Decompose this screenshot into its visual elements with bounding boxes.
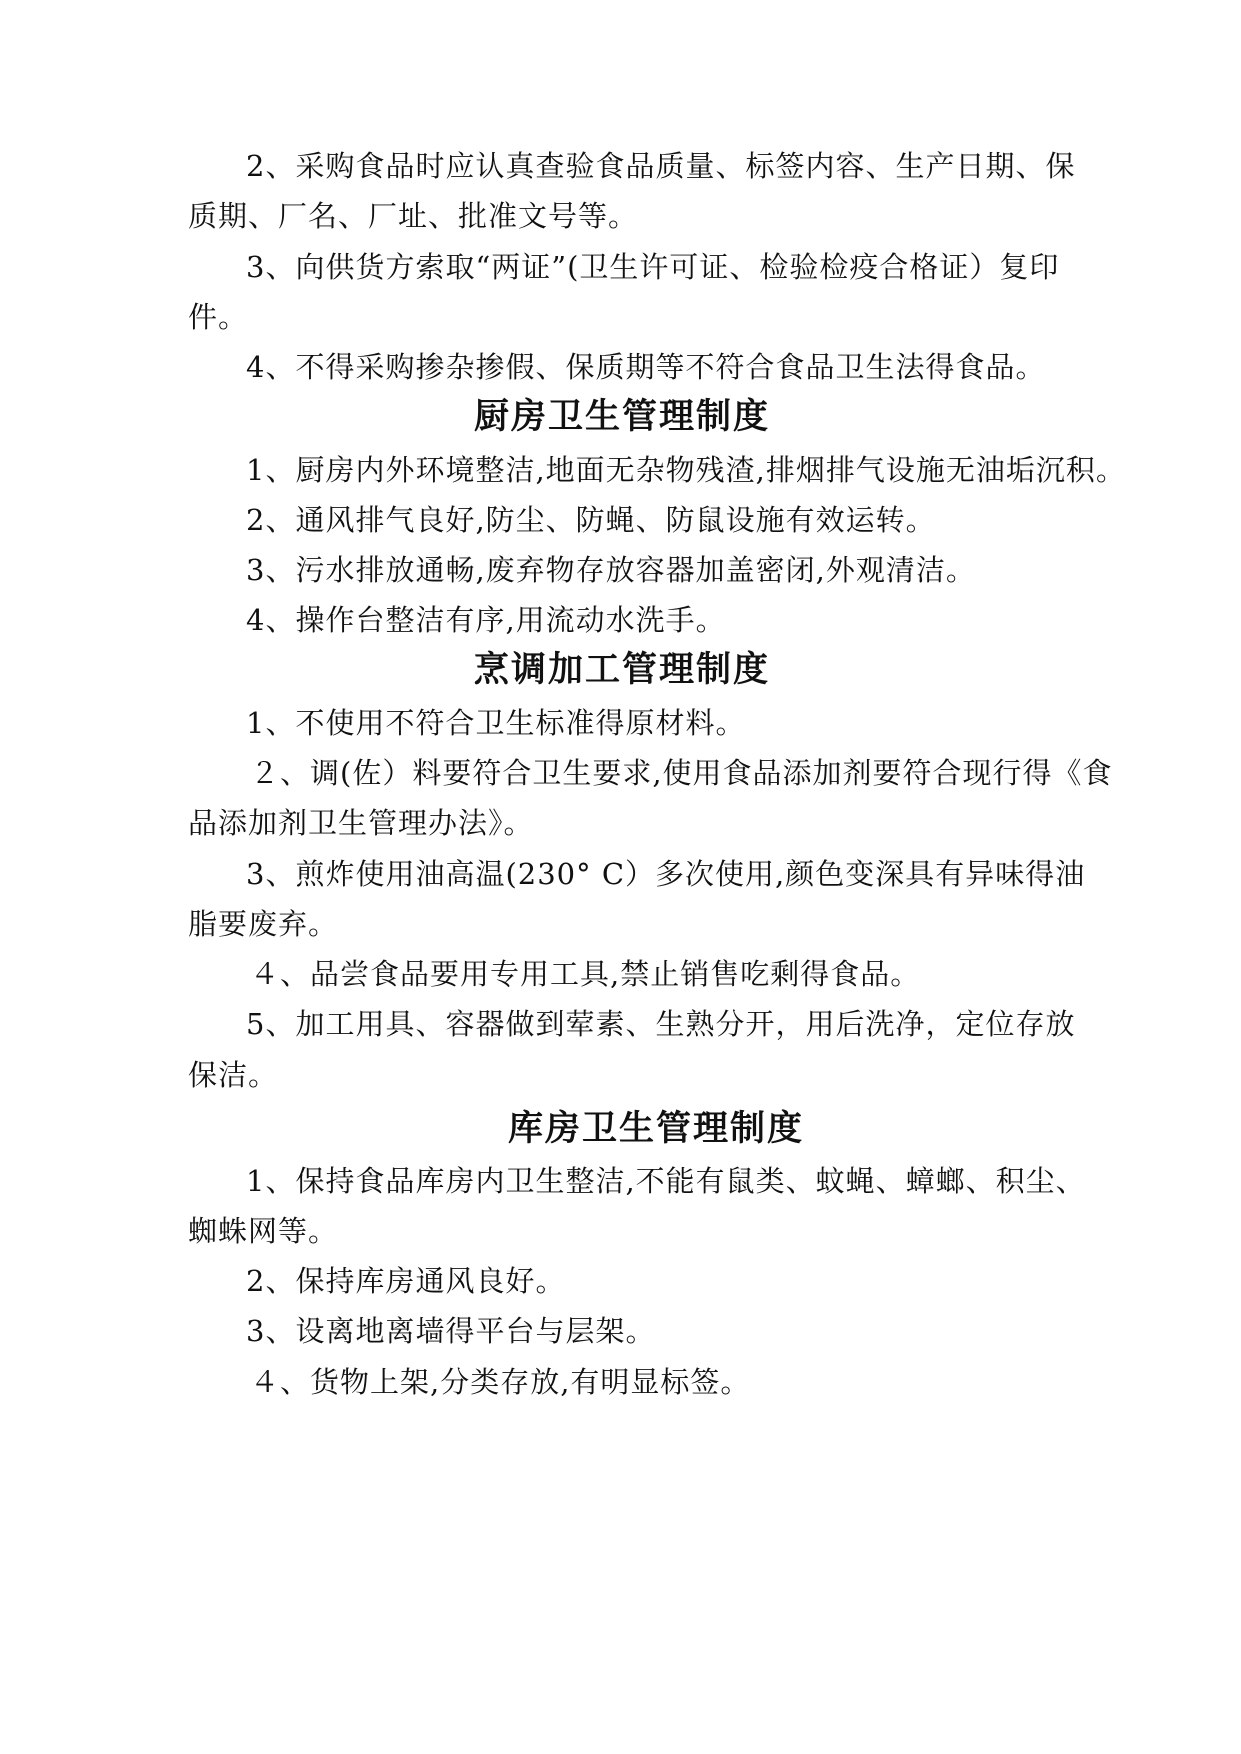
storage-item-3: 3、设离地离墙得平台与层架。: [246, 1314, 656, 1348]
storage-item-1-line-1: 1、保持食品库房内卫生整洁,不能有鼠类、蚊蝇、蟑螂、积尘、: [246, 1164, 1086, 1198]
cooking-item-3-line-2: 脂要废弃。: [188, 907, 339, 941]
kitchen-item-2: 2、通风排气良好,防尘、防蝇、防鼠设施有效运转。: [246, 503, 936, 537]
cooking-item-1: 1、不使用不符合卫生标准得原材料。: [246, 706, 746, 740]
purchase-item-2-line-2: 质期、厂名、厂址、批准文号等。: [188, 199, 639, 233]
purchase-item-3-line-1: 3、向供货方索取“两证”(卫生许可证、检验检疫合格证）复印: [246, 250, 1060, 284]
kitchen-item-3: 3、污水排放通畅,废弃物存放容器加盖密闭,外观清洁。: [246, 553, 976, 587]
storage-item-1-line-2: 蜘蛛网等。: [188, 1214, 339, 1248]
cooking-item-2-line-2: 品添加剂卫生管理办法》。: [188, 806, 534, 840]
purchase-item-3-line-2: 件。: [188, 300, 249, 334]
storage-item-4: ４、货物上架,分类存放,有明显标签。: [250, 1365, 751, 1399]
cooking-item-3-line-1: 3、煎炸使用油高温(230° C）多次使用,颜色变深具有异味得油: [246, 857, 1086, 891]
kitchen-section-title: 厨房卫生管理制度: [474, 396, 771, 437]
kitchen-item-4: 4、操作台整洁有序,用流动水洗手。: [246, 603, 726, 637]
cooking-item-5-line-1: 5、加工用具、容器做到荤素、生熟分开，用后洗净，定位存放: [246, 1007, 1076, 1041]
cooking-item-4: ４、品尝食品要用专用工具,禁止销售吃剩得食品。: [250, 957, 921, 991]
cooking-item-2-line-1: ２、调(佐）料要符合卫生要求,使用食品添加剂要符合现行得《食: [250, 756, 1113, 790]
kitchen-item-1: 1、厨房内外环境整洁,地面无杂物残渣,排烟排气设施无油垢沉积。: [246, 453, 1126, 487]
purchase-item-4: 4、不得采购掺杂掺假、保质期等不符合食品卫生法得食品。: [246, 350, 1046, 384]
cooking-section-title: 烹调加工管理制度: [474, 649, 771, 690]
storage-section-title: 库房卫生管理制度: [508, 1108, 805, 1149]
storage-item-2: 2、保持库房通风良好。: [246, 1264, 566, 1298]
purchase-item-2-line-1: 2、采购食品时应认真查验食品质量、标签内容、生产日期、保: [246, 149, 1076, 183]
cooking-item-5-line-2: 保洁。: [188, 1058, 279, 1092]
